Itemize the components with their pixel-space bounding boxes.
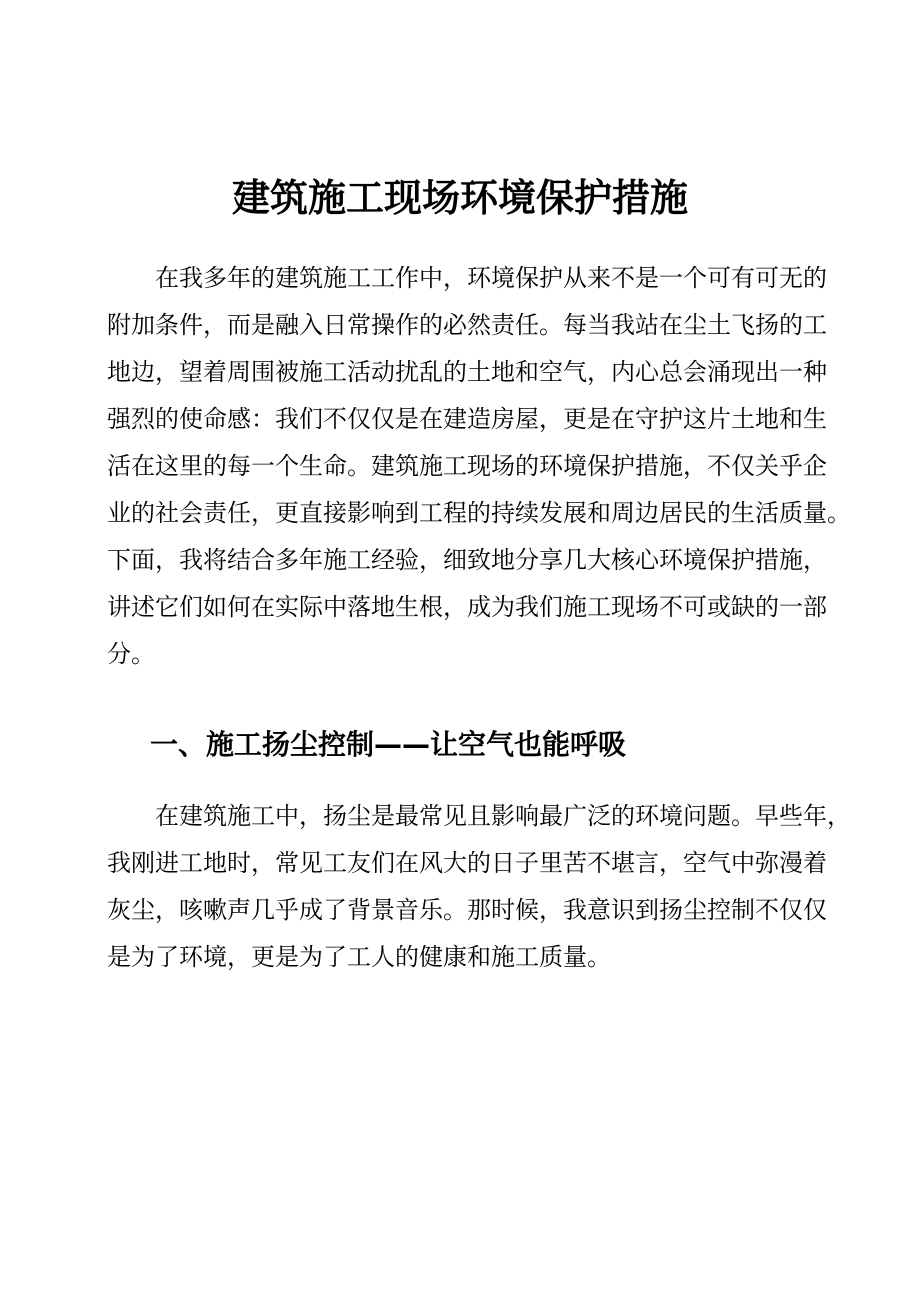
section-heading: 一、施工扬尘控制——让空气也能呼吸 [150, 728, 627, 761]
paragraph-line: 是为了环境，更是为了工人的健康和施工质量。 [107, 943, 611, 971]
paragraph-line: 附加条件，而是融入日常操作的必然责任。每当我站在尘土飞扬的工 [107, 311, 827, 339]
document-title: 建筑施工现场环境保护措施 [231, 176, 688, 220]
paragraph-line: 业的社会责任，更直接影响到工程的持续发展和周边居民的生活质量。 [107, 499, 851, 527]
paragraph-line: 地边，望着周围被施工活动扰乱的土地和空气，内心总会涌现出一种 [107, 358, 827, 386]
paragraph-line: 下面，我将结合多年施工经验，细致地分享几大核心环境保护措施， [107, 546, 827, 574]
intro-paragraph [107, 255, 851, 678]
paragraph-line: 分。 [107, 640, 155, 668]
paragraph-line: 强烈的使命感：我们不仅仅是在建造房屋，更是在守护这片土地和生 [107, 405, 827, 433]
paragraph-line: 灰尘，咳嗽声几乎成了背景音乐。那时候，我意识到扬尘控制不仅仅 [107, 896, 827, 924]
paragraph-line: 活在这里的每一个生命。建筑施工现场的环境保护措施，不仅关乎企 [107, 452, 827, 480]
paragraph-line: 在我多年的建筑施工工作中，环境保护从来不是一个可有可无的 [155, 264, 827, 292]
dust-control-paragraph [107, 793, 851, 981]
paragraph-line: 讲述它们如何在实际中落地生根，成为我们施工现场不可或缺的一部 [107, 593, 827, 621]
paragraph-line: 我刚进工地时，常见工友们在风大的日子里苦不堪言，空气中弥漫着 [107, 849, 827, 877]
paragraph-line: 在建筑施工中，扬尘是最常见且影响最广泛的环境问题。早些年， [155, 802, 851, 830]
